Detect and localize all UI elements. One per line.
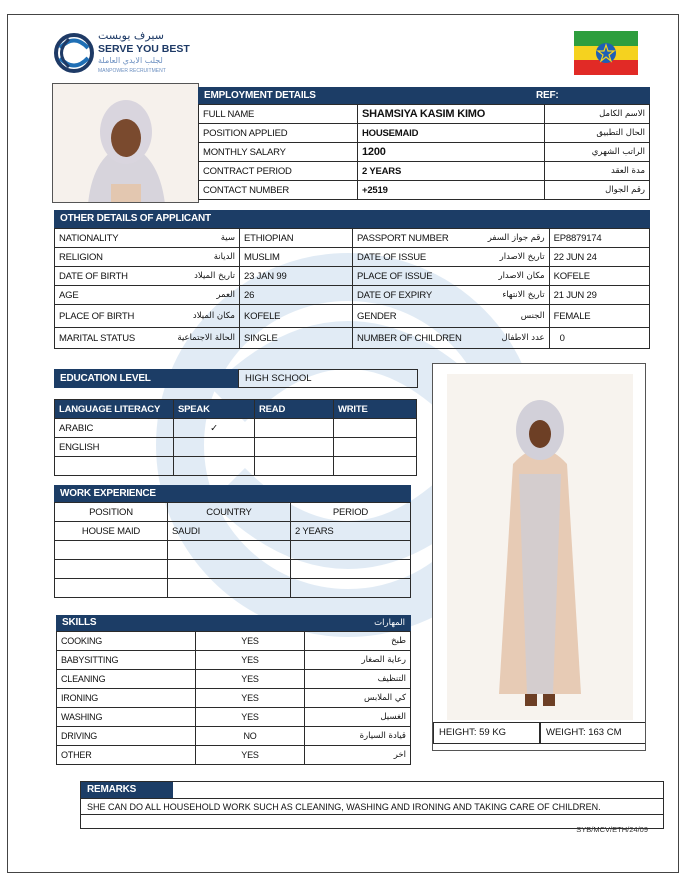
applicant-portrait-photo [52,83,199,203]
passport-number-value: EP8879174 [549,229,649,248]
age-arabic: العمر [153,286,240,305]
date-of-expiry-value: 21 JUN 29 [549,286,649,305]
date-of-issue-arabic: تاريخ الاصدار [466,248,550,267]
skill-cleaning: CLEANING [57,670,196,689]
work-position: HOUSE MAID [55,522,168,541]
skill-cleaning-value: YES [196,670,305,689]
cv-page [7,14,679,873]
brand-english-name: SERVE YOU BEST [98,43,190,55]
table-row [57,708,411,727]
height-value: HEIGHT: 59 KG [433,722,540,744]
language-col-header: LANGUAGE LITERACY [55,400,174,419]
skills-arabic-title: المهارات [374,618,405,628]
language-arabic: ARABIC [55,419,174,438]
marital-status-label: MARITAL STATUS [55,328,154,349]
write-col-header: WRITE [334,400,417,419]
passport-number-label: PASSPORT NUMBER [353,229,466,248]
other-details-header: OTHER DETAILS OF APPLICANT [54,210,650,228]
nationality-arabic: سية [153,229,240,248]
religion-label: RELIGION [55,248,154,267]
gender-label: GENDER [353,305,466,328]
language-english: ENGLISH [55,438,174,457]
passport-number-arabic: رقم جواز السفر [466,229,550,248]
ethiopia-flag-icon [574,31,638,75]
place-of-birth-arabic: مكان الميلاد [153,305,240,328]
monthly-salary-arabic: الراتب الشهري [545,143,650,162]
brand-arabic-tagline: لجلب الايدي العاملة [98,56,163,65]
number-of-children-arabic: عدد الاطفال [466,328,550,349]
speak-col-header: SPEAK [174,400,255,419]
skill-driving-value: NO [196,727,305,746]
full-name-arabic: الاسم الكامل [545,105,650,124]
position-applied-value: HOUSEMAID [358,124,545,143]
number-of-children-label: NUMBER OF CHILDREN [353,328,466,349]
contract-period-label: CONTRACT PERIOD [199,162,358,181]
arabic-write [334,419,417,438]
table-row [199,162,650,181]
skill-ironing-arabic: كي الملابس [305,689,411,708]
brand-english-tagline: MANPOWER RECRUITMENT [98,68,166,74]
remarks-header: REMARKS [81,782,173,798]
date-of-birth-label: DATE OF BIRTH [55,267,154,286]
gender-arabic: الجنس [466,305,550,328]
table-row [199,124,650,143]
table-row [55,248,650,267]
position-applied-arabic: الحال التطبيق [545,124,650,143]
monthly-salary-label: MONTHLY SALARY [199,143,358,162]
country-col-header: COUNTRY [168,503,291,522]
position-col-header: POSITION [55,503,168,522]
contract-period-value: 2 YEARS [358,162,545,181]
table-row [199,105,650,124]
monthly-salary-value: 1200 [358,143,545,162]
table-row [55,267,650,286]
other-details-table [54,228,650,349]
skill-cooking-arabic: طبخ [305,632,411,651]
table-row [57,670,411,689]
date-of-expiry-arabic: تاريخ الانتهاء [466,286,550,305]
skill-cleaning-arabic: التنظيف [305,670,411,689]
skill-ironing: IRONING [57,689,196,708]
skill-other-value: YES [196,746,305,765]
contact-number-arabic: رقم الجوال [545,181,650,200]
table-row [55,579,411,598]
brand-arabic-name: سيرف يوبست [98,29,164,42]
employment-details-title: EMPLOYMENT DETAILS [204,90,316,101]
table-row [57,727,411,746]
period-col-header: PERIOD [291,503,411,522]
place-of-birth-label: PLACE OF BIRTH [55,305,154,328]
skill-washing: WASHING [57,708,196,727]
table-row [55,522,411,541]
table-row [57,746,411,765]
weight-value: WEIGHT: 163 CM [540,722,646,744]
footer-code: SYB/MCV/ETH/24/09 [576,825,648,834]
religion-value: MUSLIM [240,248,353,267]
table-row [57,689,411,708]
table-row [55,305,650,328]
skill-driving-arabic: قيادة السيارة [305,727,411,746]
full-name-label: FULL NAME [199,105,358,124]
skill-ironing-value: YES [196,689,305,708]
skills-header [56,615,411,631]
religion-arabic: الديانة [153,248,240,267]
table-row [55,286,650,305]
english-write [334,438,417,457]
date-of-birth-arabic: تاريخ الميلاد [153,267,240,286]
contract-period-arabic: مدة العقد [545,162,650,181]
date-of-birth-value: 23 JAN 99 [240,267,353,286]
applicant-full-body-photo [432,363,646,751]
position-applied-label: POSITION APPLIED [199,124,358,143]
nationality-label: NATIONALITY [55,229,154,248]
table-row [55,438,417,457]
table-row [55,328,650,349]
date-of-issue-label: DATE OF ISSUE [353,248,466,267]
table-row [55,541,411,560]
place-of-issue-label: PLACE OF ISSUE [353,267,466,286]
education-level-value: HIGH SCHOOL [238,369,418,388]
table-row [55,503,411,522]
full-name-value: SHAMSIYA KASIM KIMO [358,105,545,124]
number-of-children-value: 0 [549,328,649,349]
table-row [57,651,411,670]
company-logo [52,29,202,79]
gender-value: FEMALE [549,305,649,328]
skills-title: SKILLS [62,617,97,628]
employment-details-header [198,87,650,104]
work-period: 2 YEARS [291,522,411,541]
logo-mark-icon [52,31,96,75]
education-level-label: EDUCATION LEVEL [54,369,238,388]
arabic-read [255,419,334,438]
skill-driving: DRIVING [57,727,196,746]
remarks-box [80,781,664,829]
english-speak [174,438,255,457]
work-experience-header: WORK EXPERIENCE [54,485,411,502]
marital-status-arabic: الحالة الاجتماعية [153,328,240,349]
skill-babysitting-arabic: رعاية الصغار [305,651,411,670]
language-header-row [55,400,417,419]
table-row [199,181,650,200]
place-of-issue-value: KOFELE [549,267,649,286]
skill-babysitting: BABYSITTING [57,651,196,670]
english-read [255,438,334,457]
table-row [55,229,650,248]
skill-cooking: COOKING [57,632,196,651]
skill-cooking-value: YES [196,632,305,651]
work-country: SAUDI [168,522,291,541]
remarks-text: SHE CAN DO ALL HOUSEHOLD WORK SUCH AS CLEANING, WASHING AND IRONING AND TAKING CARE OF CHILDREN. [81,798,663,815]
date-of-issue-value: 22 JUN 24 [549,248,649,267]
skill-washing-value: YES [196,708,305,727]
contact-number-label: CONTACT NUMBER [199,181,358,200]
skill-babysitting-value: YES [196,651,305,670]
table-row [199,143,650,162]
marital-status-value: SINGLE [240,328,353,349]
age-label: AGE [55,286,154,305]
skill-washing-arabic: الغسيل [305,708,411,727]
work-experience-table [54,502,411,598]
table-row [55,560,411,579]
ref-label: REF: [536,90,559,101]
table-row [55,457,417,476]
place-of-issue-arabic: مكان الاصدار [466,267,550,286]
table-row [57,632,411,651]
place-of-birth-value: KOFELE [240,305,353,328]
date-of-expiry-label: DATE OF EXPIRY [353,286,466,305]
skill-other: OTHER [57,746,196,765]
skills-table [56,631,411,765]
table-row [55,419,417,438]
read-col-header: READ [255,400,334,419]
arabic-speak-check-icon: ✓ [174,419,255,438]
language-literacy-table [54,399,417,476]
nationality-value: ETHIOPIAN [240,229,353,248]
age-value: 26 [240,286,353,305]
contact-number-value: +2519 [358,181,545,200]
skill-other-arabic: اخر [305,746,411,765]
employment-details-table [198,104,650,200]
